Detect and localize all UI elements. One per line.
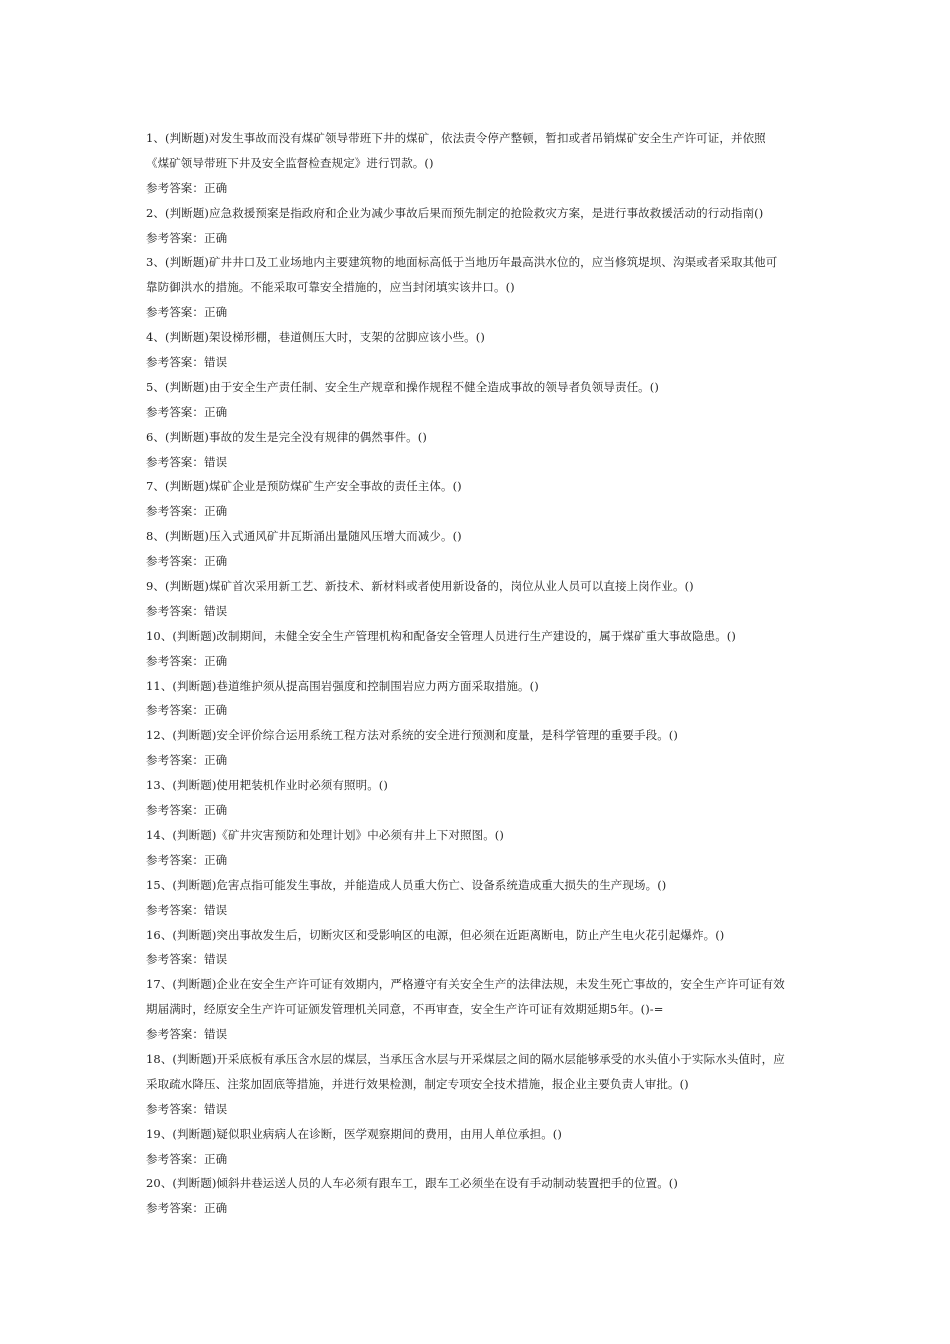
answer-line: 参考答案：正确	[146, 653, 228, 668]
question-text-line: 10、(判断题)改制期间，未健全安全生产管理机构和配备安全管理人员进行生产建设的，属于煤矿重大事故隐患。()	[146, 628, 736, 643]
answer-line: 参考答案：正确	[146, 703, 228, 718]
question-text-line: 17、(判断题)企业在安全生产许可证有效期内，严格遵守有关安全生产的法律法规，未发生死亡事故的，安全生产许可证有效	[146, 977, 785, 992]
question-text-line: 5、(判断题)由于安全生产责任制、安全生产规章和操作规程不健全造成事故的领导者负领导责任。()	[146, 379, 659, 394]
question-text-line: 19、(判断题)疑似职业病病人在诊断，医学观察期间的费用，由用人单位承担。()	[146, 1126, 562, 1141]
question-item	[146, 873, 806, 923]
question-text-line: 8、(判断题)压入式通风矿井瓦斯涌出量随风压增大而减少。()	[146, 529, 462, 544]
question-list	[146, 126, 806, 1221]
question-text-line: 2、(判断题)应急救援预案是指政府和企业为减少事故后果而预先制定的抢险救灾方案，是进行事故救援活动的行动指南()	[146, 205, 764, 220]
answer-line: 参考答案：正确	[146, 230, 228, 245]
question-text-line: 4、(判断题)架设梯形棚，巷道侧压大时，支架的岔脚应该小些。()	[146, 330, 485, 345]
question-text-line: 靠防御洪水的措施。不能采取可靠安全措施的，应当封闭填实该井口。()	[146, 280, 515, 295]
question-text-line: 11、(判断题)巷道维护须从提高围岩强度和控制围岩应力两方面采取措施。()	[146, 678, 539, 693]
question-item	[146, 1171, 806, 1221]
question-text-line: 期届满时，经原安全生产许可证颁发管理机关同意，不再审查，安全生产许可证有效期延期5年。()-=	[146, 1002, 664, 1017]
answer-line: 参考答案：正确	[146, 852, 228, 867]
question-text-line: 采取疏水降压、注浆加固底等措施，并进行效果检测，制定专项安全技术措施，报企业主要负责人审批。()	[146, 1076, 689, 1091]
question-item	[146, 325, 806, 375]
answer-line: 参考答案：正确	[146, 504, 228, 519]
question-text-line: 14、(判断题)《矿井灾害预防和处理计划》中必须有井上下对照图。()	[146, 827, 504, 842]
question-text-line: 7、(判断题)煤矿企业是预防煤矿生产安全事故的责任主体。()	[146, 479, 462, 494]
question-text-line: 15、(判断题)危害点指可能发生事故，并能造成人员重大伤亡、设备系统造成重大损失的生产现场。()	[146, 877, 667, 892]
question-text-line: 3、(判断题)矿井井口及工业场地内主要建筑物的地面标高低于当地历年最高洪水位的，应当修筑堤坝、沟渠或者采取其他可	[146, 255, 778, 270]
answer-line: 参考答案：正确	[146, 404, 228, 419]
question-text-line: 13、(判断题)使用耙装机作业时必须有照明。()	[146, 778, 388, 793]
question-item	[146, 250, 806, 325]
question-text-line: 16、(判断题)突出事故发生后，切断灾区和受影响区的电源，但必须在近距离断电，防止产生电火花引起爆炸。()	[146, 927, 725, 942]
answer-line: 参考答案：错误	[146, 902, 228, 917]
question-item	[146, 823, 806, 873]
answer-line: 参考答案：错误	[146, 355, 228, 370]
question-text-line: 12、(判断题)安全评价综合运用系统工程方法对系统的安全进行预测和度量，是科学管理的重要手段。()	[146, 728, 678, 743]
answer-line: 参考答案：错误	[146, 1027, 228, 1042]
question-text-line: 6、(判断题)事故的发生是完全没有规律的偶然事件。()	[146, 429, 427, 444]
answer-line: 参考答案：正确	[146, 1151, 228, 1166]
answer-line: 参考答案：错误	[146, 603, 228, 618]
answer-line: 参考答案：正确	[146, 180, 228, 195]
question-text-line: 9、(判断题)煤矿首次采用新工艺、新技术、新材料或者使用新设备的，岗位从业人员可以直接上岗作业。()	[146, 579, 694, 594]
question-item	[146, 425, 806, 475]
question-item	[146, 524, 806, 574]
answer-line: 参考答案：正确	[146, 554, 228, 569]
question-item	[146, 1122, 806, 1172]
question-item	[146, 972, 806, 1047]
question-item	[146, 1047, 806, 1122]
answer-line: 参考答案：正确	[146, 305, 228, 320]
answer-line: 参考答案：正确	[146, 1201, 228, 1216]
answer-line: 参考答案：错误	[146, 454, 228, 469]
question-text-line: 20、(判断题)倾斜井巷运送人员的人车必须有跟车工，跟车工必须坐在设有手动制动装置把手的位置。()	[146, 1176, 678, 1191]
question-item	[146, 126, 806, 201]
question-text-line: 1、(判断题)对发生事故而没有煤矿领导带班下井的煤矿，依法责令停产整顿，暂扣或者吊销煤矿安全生产许可证，并依照	[146, 131, 766, 145]
answer-line: 参考答案：正确	[146, 753, 228, 768]
answer-line: 参考答案：正确	[146, 803, 228, 818]
question-item	[146, 723, 806, 773]
question-item	[146, 201, 806, 251]
question-item	[146, 624, 806, 674]
question-item	[146, 474, 806, 524]
question-item	[146, 375, 806, 425]
question-item	[146, 674, 806, 724]
question-item	[146, 574, 806, 624]
question-item	[146, 923, 806, 973]
answer-line: 参考答案：错误	[146, 1101, 228, 1116]
answer-line: 参考答案：错误	[146, 952, 228, 967]
question-item	[146, 773, 806, 823]
question-text-line: 18、(判断题)开采底板有承压含水层的煤层，当承压含水层与开采煤层之间的隔水层能够承受的水头值小于实际水头值时，应	[146, 1051, 785, 1066]
question-text-line: 《煤矿领导带班下井及安全监督检查规定》进行罚款。()	[146, 155, 434, 170]
